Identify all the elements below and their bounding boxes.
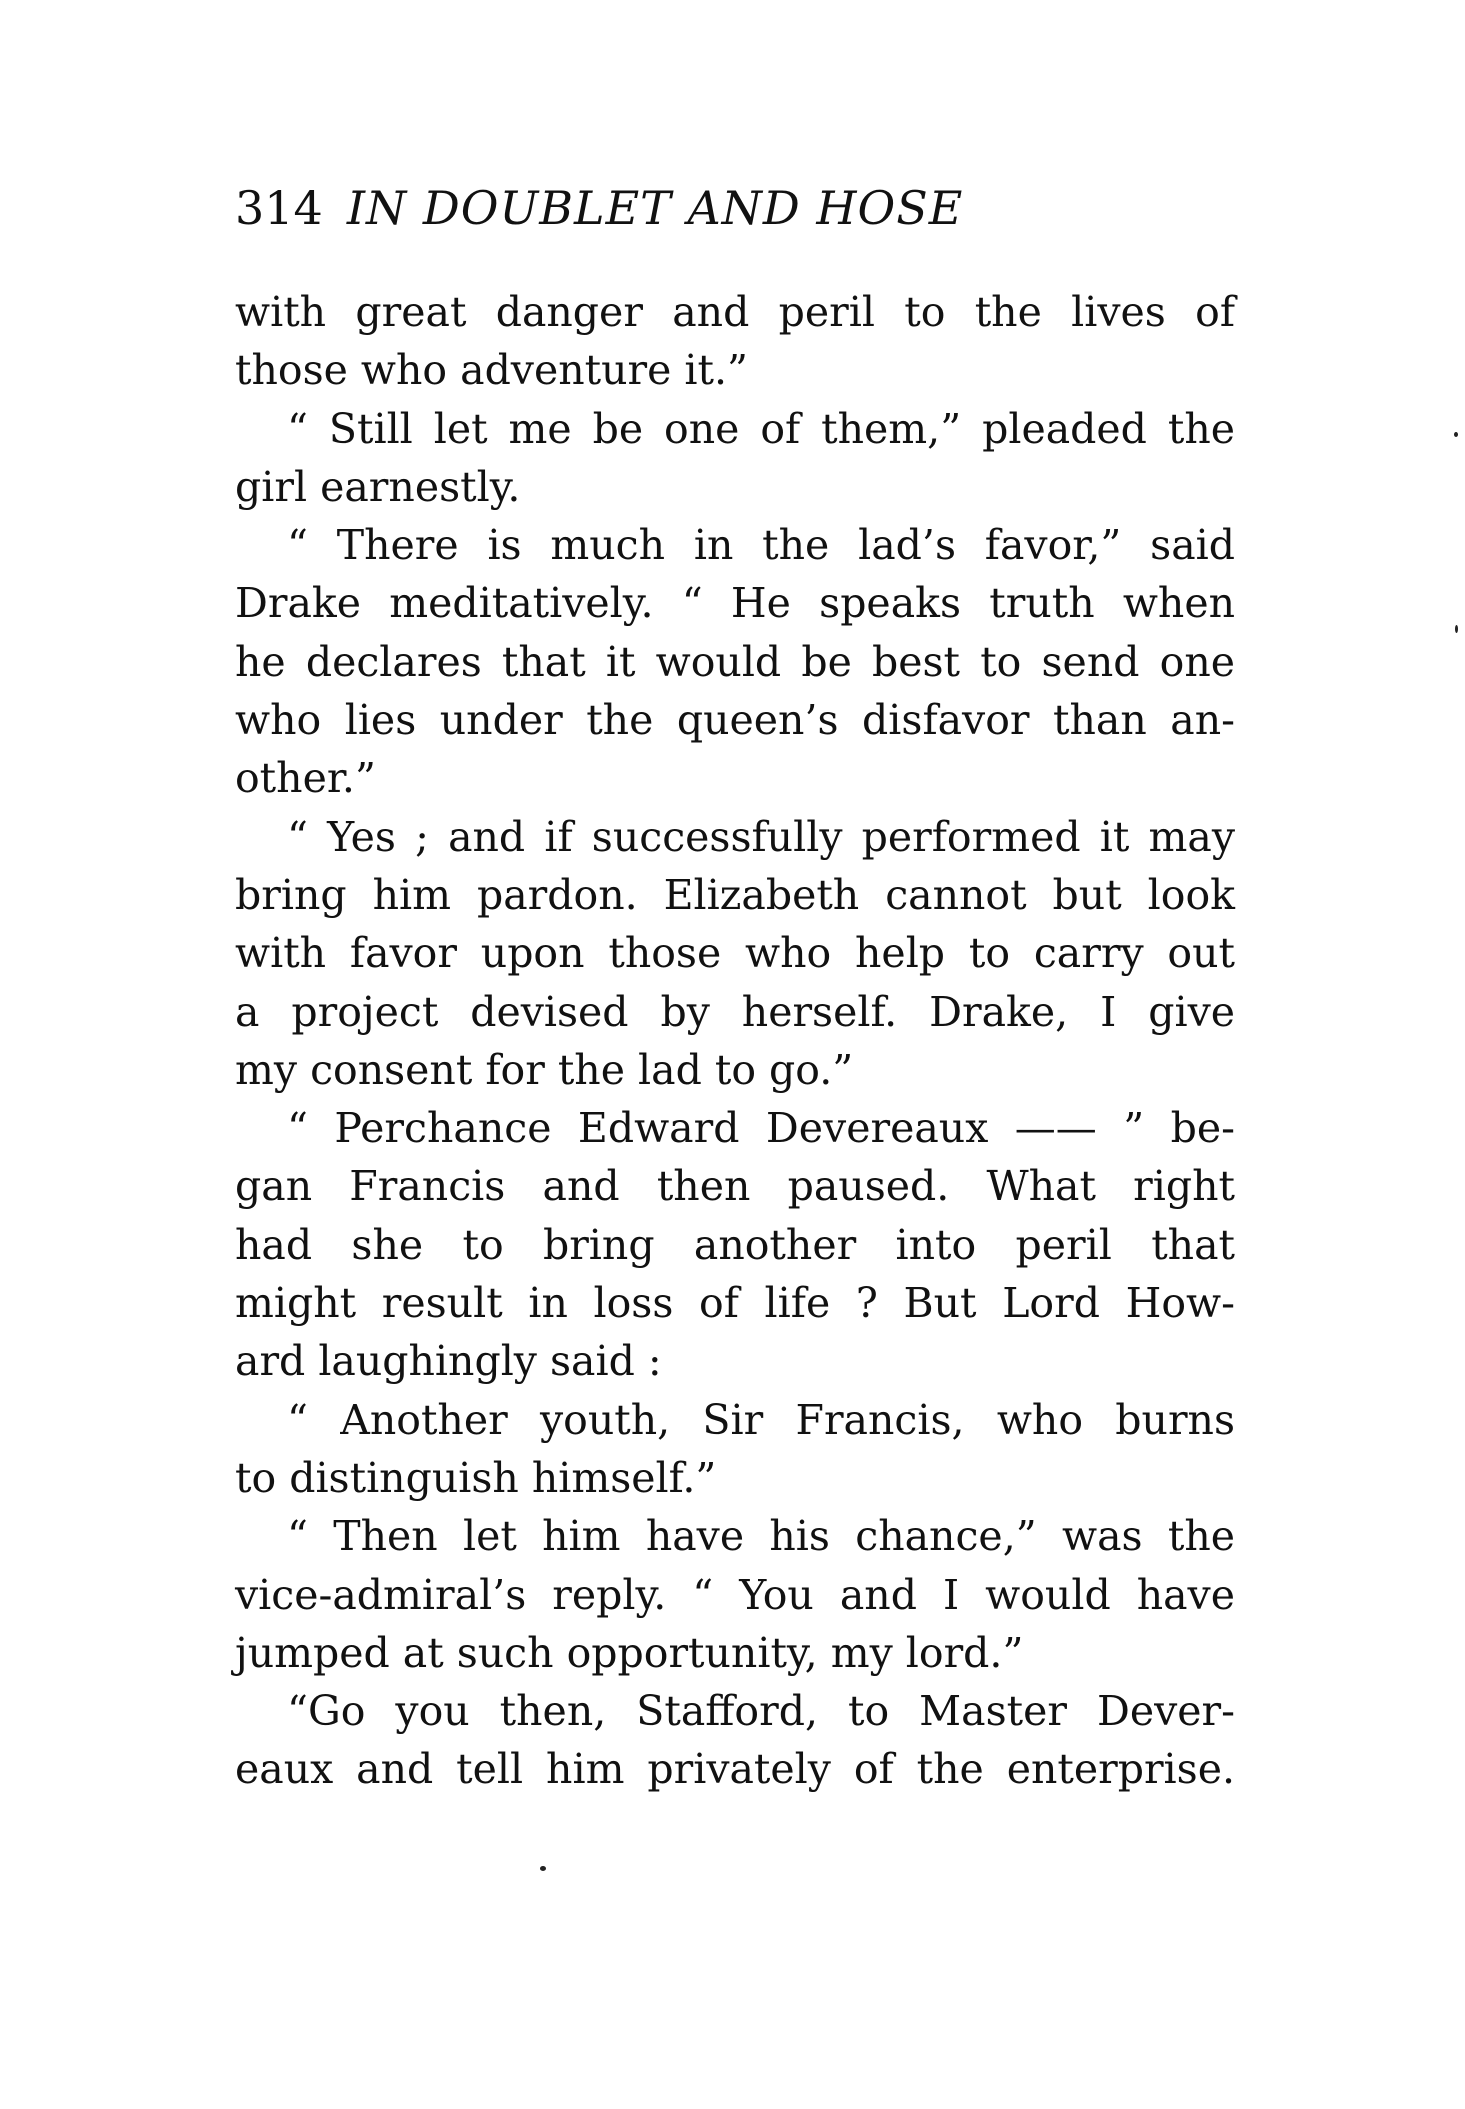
text-line: those who adventure it.” [235,346,749,395]
text-line: with great danger and peril to the lives of [235,288,1235,336]
text-line: “ Still let me be one of them,” pleaded the [287,404,1235,453]
text-line: “ There is much in the lad’s favor,” said [287,521,1235,570]
text-line: other.” [235,754,376,803]
text-line: gan Francis and then paused. What right [235,1162,1235,1211]
page-header [235,178,963,238]
text-line: he declares that it would be best to send one [235,637,1235,686]
text-line: my consent for the lad to go.” [235,1045,854,1094]
text-line: “ Yes ; and if successfully performed it may [287,812,1235,861]
text-line: had she to bring another into peril that [235,1220,1235,1269]
margin-speck [1454,432,1458,437]
text-line: Drake meditatively. “ He speaks truth when [235,579,1235,628]
text-line: jumped at such opportunity, my lord.” [235,1628,1024,1677]
running-title: IN DOUBLET AND HOSE [346,181,964,235]
text-line: ard laughingly said : [235,1337,662,1386]
text-line: eaux and tell him privately of the enterprise. [235,1745,1235,1794]
margin-speck [1455,625,1458,633]
text-line: to distinguish himself.” [235,1453,717,1502]
text-line: girl earnestly. [235,462,521,511]
text-line: “Go you then, Stafford, to Master Dever- [287,1687,1235,1736]
text-line: a project devised by herself. Drake, I give [235,987,1235,1036]
text-line: might result in loss of life ? But Lord How- [235,1279,1235,1328]
text-line: with favor upon those who help to carry out [235,929,1235,978]
text-line: “ Then let him have his chance,” was the [287,1512,1235,1561]
text-line: who lies under the queen’s disfavor than an- [235,696,1235,745]
body-text [235,283,1235,1799]
text-line: bring him pardon. Elizabeth cannot but look [235,870,1235,919]
text-line: “ Another youth, Sir Francis, who burns [287,1395,1235,1444]
margin-speck [540,1866,546,1871]
page-number: 314 [235,181,323,235]
text-line: vice-admiral’s reply. “ You and I would have [235,1570,1235,1619]
text-line: “ Perchance Edward Devereaux —— ” be- [287,1104,1235,1153]
